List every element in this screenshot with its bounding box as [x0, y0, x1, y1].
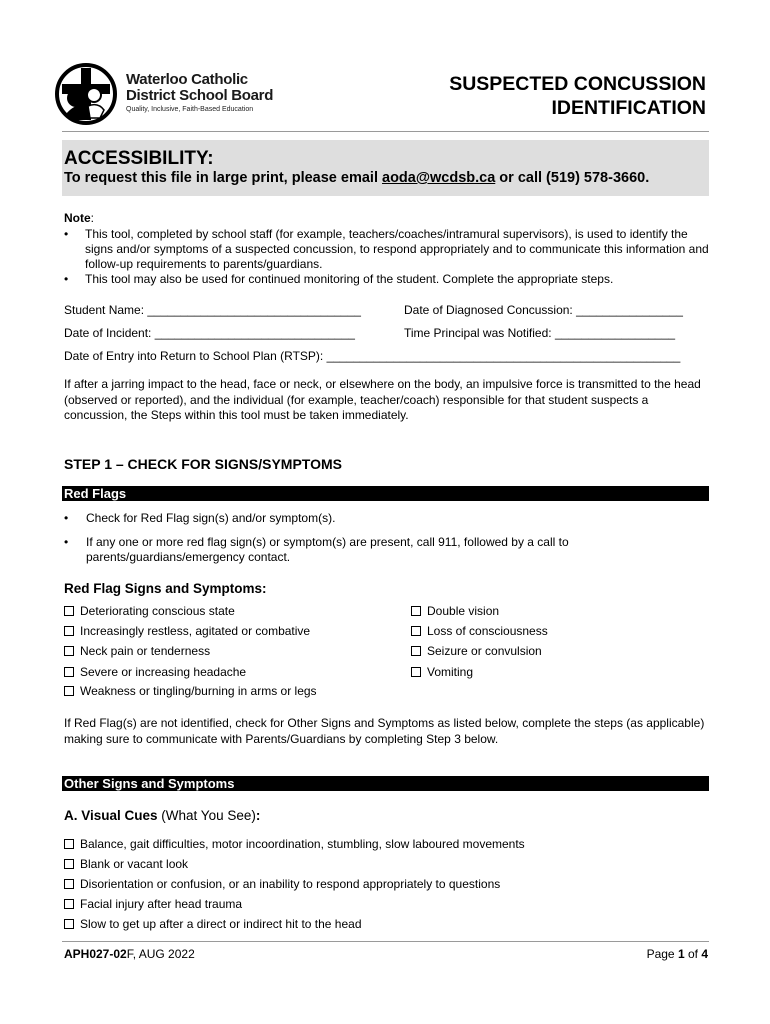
checkbox-row[interactable] [64, 684, 317, 699]
checkbox-row[interactable] [64, 644, 210, 659]
checkbox-row[interactable] [64, 877, 500, 892]
form-code-rest: F, AUG 2022 [126, 947, 195, 961]
page-number [647, 947, 708, 961]
accessibility-text [64, 170, 649, 186]
list-item [64, 511, 704, 527]
bullet-text: Check for Red Flag sign(s) and/or symptom(s). [86, 511, 336, 525]
rtsp-date-field[interactable]: Date of Entry into Return to School Plan (RTSP): _____________________________________________________ [64, 349, 681, 363]
bullet-glyph: • [64, 511, 69, 525]
visual-cues-heading-colon: : [255, 808, 261, 823]
checkbox-row[interactable] [64, 837, 525, 852]
checkbox[interactable] [64, 686, 74, 696]
checkbox-row[interactable] [64, 604, 235, 619]
checkbox-row[interactable] [64, 897, 242, 912]
page-of: of [684, 947, 702, 961]
intro-paragraph: If after a jarring impact to the head, face or neck, or elsewhere on the body, an impulsive force is transmitted to the head (observed or reported), and the individual (for example, teacher/coach) responsible for that student suspects a concussion, the Steps within this tool must be taken immediately. [64, 377, 701, 422]
checkbox[interactable] [64, 606, 74, 616]
list-item [64, 535, 704, 567]
principal-notified-field[interactable]: Time Principal was Notified: __________________ [404, 326, 676, 340]
bullet-glyph: • [64, 535, 69, 549]
checkbox[interactable] [64, 919, 74, 929]
bullet-text: If any one or more red flag sign(s) or symptom(s) are present, call 911, followed by a call to parents/guardians/emergency contact. [86, 535, 569, 564]
title-line1: SUSPECTED CONCUSSION [449, 73, 706, 95]
logo-line2: District School Board [126, 87, 274, 104]
footer-divider [62, 941, 709, 942]
checkbox-label: Vomiting [427, 665, 474, 679]
incident-date-field[interactable]: Date of Incident: ______________________________ [64, 326, 355, 340]
checkbox-row[interactable] [411, 644, 542, 659]
title-line2: IDENTIFICATION [551, 97, 706, 119]
checkbox[interactable] [411, 667, 421, 677]
checkbox[interactable] [411, 606, 421, 616]
diagnosed-date-field[interactable]: Date of Diagnosed Concussion: ________________ [404, 303, 683, 317]
checkbox-label: Seizure or convulsion [427, 644, 542, 658]
checkbox-label: Balance, gait difficulties, motor incoordination, stumbling, slow laboured movements [80, 837, 525, 851]
accessibility-text-before: To request this file in large print, please email [64, 170, 383, 186]
checkbox[interactable] [64, 667, 74, 677]
student-name-field[interactable]: Student Name: ________________________________ [64, 303, 361, 317]
note-label-text: Note [64, 211, 91, 225]
checkbox-label: Blank or vacant look [80, 857, 189, 871]
checkbox[interactable] [411, 626, 421, 636]
checkbox-row[interactable] [64, 624, 310, 639]
checkbox[interactable] [64, 839, 74, 849]
logo-text [126, 72, 273, 113]
accessibility-heading: ACCESSIBILITY: [64, 148, 214, 169]
checkbox-label: Facial injury after head trauma [80, 897, 243, 911]
note-colon: : [90, 211, 95, 225]
board-logo-icon [54, 62, 118, 126]
checkbox-row[interactable] [411, 624, 548, 639]
checkbox[interactable] [64, 646, 74, 656]
not-identified-paragraph: If Red Flag(s) are not identified, check for Other Signs and Symptoms as listed below, complete the steps (as applicable) making sure to communicate with Parents/Guardians by completing Step 3 below. [64, 716, 705, 746]
checkbox[interactable] [411, 646, 421, 656]
form-code-bold: APH027-02 [64, 947, 127, 961]
document-title [366, 72, 706, 120]
note-label [64, 211, 94, 225]
accessibility-text-after: or call (519) 578-3660. [495, 170, 650, 186]
visual-cues-heading [64, 808, 260, 823]
visual-cues-heading-normal: (What You See) [157, 808, 256, 823]
red-flag-signs-heading: Red Flag Signs and Symptoms: [64, 581, 267, 596]
red-flags-band: Red Flags [62, 486, 709, 501]
checkbox-label: Weakness or tingling/burning in arms or legs [80, 684, 317, 698]
checkbox-row[interactable] [64, 917, 362, 932]
page-prefix: Page [646, 947, 678, 961]
checkbox-label: Severe or increasing headache [80, 665, 247, 679]
other-signs-band: Other Signs and Symptoms [62, 776, 709, 791]
checkbox-label: Slow to get up after a direct or indirect hit to the head [80, 917, 362, 931]
note-list [64, 227, 709, 287]
step1-heading: STEP 1 – CHECK FOR SIGNS/SYMPTOMS [64, 456, 342, 472]
checkbox-row[interactable] [64, 665, 246, 680]
logo-tagline: Quality, Inclusive, Faith-Based Education [126, 106, 254, 113]
checkbox-label: Double vision [427, 604, 500, 618]
checkbox-label: Deteriorating conscious state [80, 604, 235, 618]
accessibility-email-link[interactable]: aoda@wcdsb.ca [382, 170, 496, 186]
checkbox[interactable] [64, 879, 74, 889]
checkbox-row[interactable] [411, 665, 473, 680]
checkbox-label: Disorientation or confusion, or an inability to respond appropriately to questions [80, 877, 501, 891]
page-total: 4 [701, 947, 708, 961]
note-item: • This tool, completed by school staff (for example, teachers/coaches/intramural supervisors), is used to identify the signs and/or symptoms of a suspected concussion, to respond appropriately and to communicate this information and follow-up requirements to parents/guardians. [64, 227, 709, 272]
visual-cues-heading-bold: A. Visual Cues [64, 808, 158, 823]
checkbox[interactable] [64, 626, 74, 636]
checkbox-row[interactable] [411, 604, 499, 619]
checkbox-label: Neck pain or tenderness [80, 644, 211, 658]
checkbox-label: Increasingly restless, agitated or combative [80, 624, 311, 638]
logo-line1: Waterloo Catholic [126, 71, 248, 88]
checkbox[interactable] [64, 859, 74, 869]
form-code [64, 947, 195, 961]
page-current: 1 [677, 947, 685, 961]
checkbox[interactable] [64, 899, 74, 909]
note-item: • This tool may also be used for continued monitoring of the student. Complete the appropriate steps. [64, 272, 709, 287]
checkbox-row[interactable] [64, 857, 188, 872]
header-divider [62, 131, 709, 132]
checkbox-label: Loss of consciousness [427, 624, 548, 638]
